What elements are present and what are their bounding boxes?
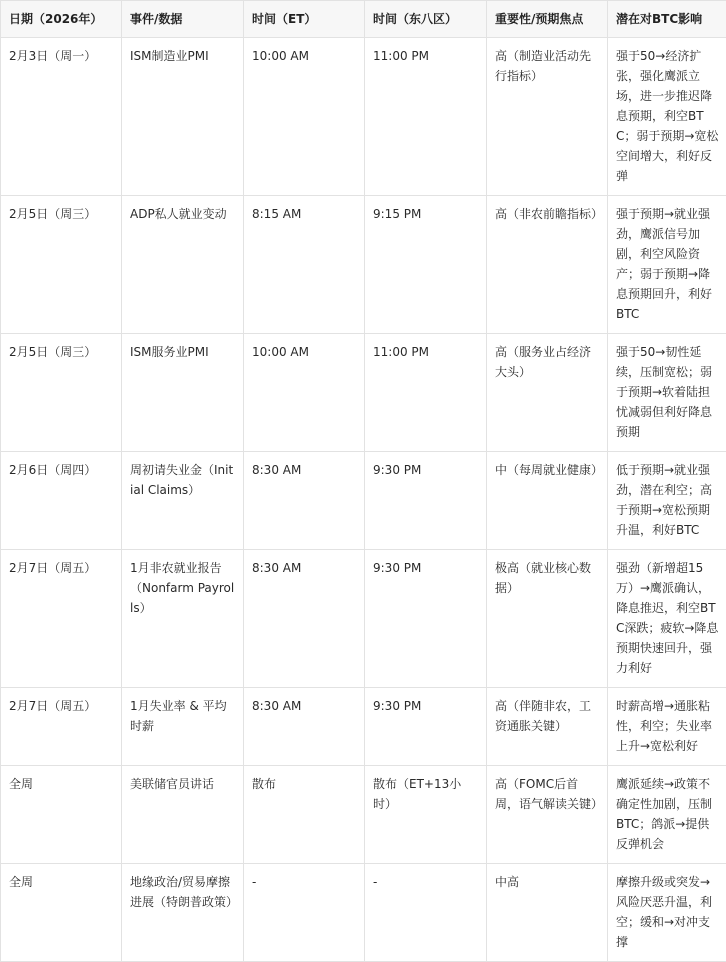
cell-date: 全周 [1,864,122,962]
cell-date: 2月7日（周五） [1,550,122,688]
table-row [1,550,726,688]
cell-importance: 高（非农前瞻指标） [487,196,608,334]
cell-time-et: 10:00 AM [244,38,365,196]
cell-time-et: - [244,864,365,962]
cell-date: 2月5日（周三） [1,334,122,452]
cell-impact: 时薪高增→通胀粘性，利空；失业率上升→宽松利好 [608,688,726,766]
cell-time-et: 8:30 AM [244,452,365,550]
cell-importance: 高（制造业活动先行指标） [487,38,608,196]
cell-time-et: 8:30 AM [244,550,365,688]
cell-importance: 中高 [487,864,608,962]
header-impact: 潜在对BTC影响 [608,1,726,38]
cell-date: 2月3日（周一） [1,38,122,196]
cell-time-cst: 9:30 PM [365,550,487,688]
cell-time-et: 8:15 AM [244,196,365,334]
cell-event: ADP私人就业变动 [122,196,244,334]
cell-impact: 强于预期→就业强劲，鹰派信号加剧，利空风险资产；弱于预期→降息预期回升，利好BTC [608,196,726,334]
cell-importance: 极高（就业核心数据） [487,550,608,688]
cell-time-cst: - [365,864,487,962]
table-row [1,766,726,864]
cell-importance: 高（FOMC后首周，语气解读关键） [487,766,608,864]
cell-time-cst: 9:30 PM [365,688,487,766]
cell-impact: 低于预期→就业强劲，潜在利空；高于预期→宽松预期升温，利好BTC [608,452,726,550]
cell-time-cst: 11:00 PM [365,334,487,452]
cell-importance: 中（每周就业健康） [487,452,608,550]
cell-impact: 强于50→经济扩张，强化鹰派立场，进一步推迟降息预期，利空BTC；弱于预期→宽松空间增大，利好反弹 [608,38,726,196]
header-row [1,1,726,38]
cell-event: 1月失业率 & 平均时薪 [122,688,244,766]
cell-event: ISM制造业PMI [122,38,244,196]
cell-event: ISM服务业PMI [122,334,244,452]
cell-date: 全周 [1,766,122,864]
cell-importance: 高（伴随非农，工资通胀关键） [487,688,608,766]
table-row [1,864,726,962]
header-importance: 重要性/预期焦点 [487,1,608,38]
cell-impact: 强于50→韧性延续，压制宽松；弱于预期→软着陆担忧减弱但利好降息预期 [608,334,726,452]
cell-impact: 鹰派延续→政策不确定性加剧，压制BTC；鸽派→提供反弹机会 [608,766,726,864]
cell-date: 2月6日（周四） [1,452,122,550]
cell-date: 2月5日（周三） [1,196,122,334]
cell-time-cst: 11:00 PM [365,38,487,196]
cell-impact: 摩擦升级或突发→风险厌恶升温，利空；缓和→对冲支撑 [608,864,726,962]
cell-event: 周初请失业金（Initial Claims） [122,452,244,550]
cell-time-et: 10:00 AM [244,334,365,452]
cell-event: 地缘政治/贸易摩擦进展（特朗普政策） [122,864,244,962]
cell-time-cst: 9:15 PM [365,196,487,334]
cell-time-cst: 散布（ET+13小时） [365,766,487,864]
header-event: 事件/数据 [122,1,244,38]
header-date: 日期（2026年） [1,1,122,38]
cell-event: 美联储官员讲话 [122,766,244,864]
cell-date: 2月7日（周五） [1,688,122,766]
cell-time-cst: 9:30 PM [365,452,487,550]
table-row [1,38,726,196]
header-time-et: 时间（ET） [244,1,365,38]
table-row [1,452,726,550]
table-row [1,688,726,766]
table-row [1,196,726,334]
table-row [1,334,726,452]
cell-time-et: 散布 [244,766,365,864]
cell-importance: 高（服务业占经济大头） [487,334,608,452]
cell-impact: 强劲（新增超15万）→鹰派确认，降息推迟，利空BTC深跌；疲软→降息预期快速回升，强力利好 [608,550,726,688]
cell-time-et: 8:30 AM [244,688,365,766]
cell-event: 1月非农就业报告（Nonfarm Payrolls） [122,550,244,688]
header-time-cst: 时间（东八区） [365,1,487,38]
